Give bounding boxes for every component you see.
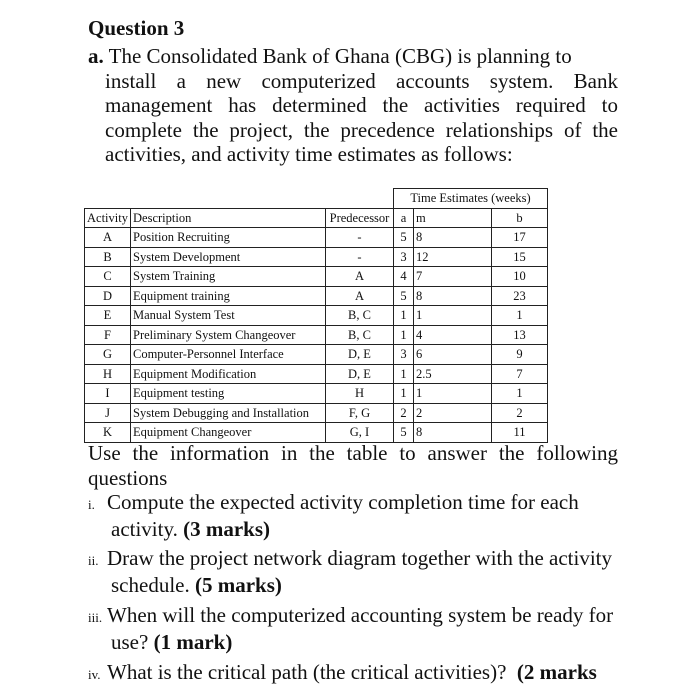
estimate-a-cell: 3 xyxy=(394,247,414,267)
table-row xyxy=(85,228,548,248)
intro-line-1: The Consolidated Bank of Ghana (CBG) is planning to xyxy=(108,44,572,68)
header-m: m xyxy=(414,208,492,228)
estimate-b-cell: 13 xyxy=(492,325,548,345)
estimate-m-cell: 2 xyxy=(414,403,492,423)
estimate-a-cell: 4 xyxy=(394,267,414,287)
estimate-m-cell: 1 xyxy=(414,306,492,326)
estimate-a-cell: 5 xyxy=(394,228,414,248)
estimate-b-cell: 9 xyxy=(492,345,548,365)
estimate-a-cell: 3 xyxy=(394,345,414,365)
predecessor-cell: - xyxy=(326,228,394,248)
description-cell: Equipment Modification xyxy=(131,364,326,384)
question-ii xyxy=(88,546,618,597)
instruction-text: Use the information in the table to answer the following questions xyxy=(88,441,618,490)
question-number: iv. xyxy=(88,667,101,682)
question-marks: (1 mark) xyxy=(153,630,233,654)
question-marks: (2 marks xyxy=(516,660,597,684)
activity-cell: J xyxy=(85,403,131,423)
estimate-a-cell: 1 xyxy=(394,325,414,345)
table-row xyxy=(85,286,548,306)
estimate-b-cell: 15 xyxy=(492,247,548,267)
question-iii xyxy=(88,603,618,654)
header-b: b xyxy=(492,208,548,228)
table-row xyxy=(85,364,548,384)
time-estimates-table xyxy=(84,188,548,443)
activity-cell: C xyxy=(85,267,131,287)
question-number: iii. xyxy=(88,610,103,625)
table-row xyxy=(85,247,548,267)
estimate-m-cell: 8 xyxy=(414,423,492,443)
estimate-m-cell: 2.5 xyxy=(414,364,492,384)
description-cell: System Development xyxy=(131,247,326,267)
table-row xyxy=(85,423,548,443)
question-text-cont: use? xyxy=(111,630,149,654)
description-cell: System Training xyxy=(131,267,326,287)
question-text-cont: activity. xyxy=(111,517,178,541)
estimate-a-cell: 5 xyxy=(394,286,414,306)
activity-cell: B xyxy=(85,247,131,267)
activity-cell: E xyxy=(85,306,131,326)
table-header-row xyxy=(85,208,548,228)
question-text-cont: schedule. xyxy=(111,573,190,597)
predecessor-cell: A xyxy=(326,286,394,306)
estimate-a-cell: 2 xyxy=(394,403,414,423)
estimate-b-cell: 7 xyxy=(492,364,548,384)
question-text: Compute the expected activity completion time for each xyxy=(107,490,579,514)
activity-cell: F xyxy=(85,325,131,345)
activity-cell: A xyxy=(85,228,131,248)
estimate-a-cell: 1 xyxy=(394,306,414,326)
estimate-b-cell: 1 xyxy=(492,384,548,404)
estimate-b-cell: 17 xyxy=(492,228,548,248)
intro-paragraph xyxy=(88,44,618,167)
header-activity: Activity xyxy=(85,208,131,228)
predecessor-cell: D, E xyxy=(326,345,394,365)
predecessor-cell: B, C xyxy=(326,325,394,345)
table-row xyxy=(85,345,548,365)
activity-cell: D xyxy=(85,286,131,306)
header-a: a xyxy=(394,208,414,228)
estimate-b-cell: 11 xyxy=(492,423,548,443)
estimate-a-cell: 1 xyxy=(394,364,414,384)
estimate-m-cell: 8 xyxy=(414,286,492,306)
question-marks: (3 marks) xyxy=(183,517,271,541)
table-row xyxy=(85,325,548,345)
predecessor-cell: - xyxy=(326,247,394,267)
predecessor-cell: B, C xyxy=(326,306,394,326)
question-number: ii. xyxy=(88,553,99,568)
description-cell: Position Recruiting xyxy=(131,228,326,248)
table-row xyxy=(85,403,548,423)
description-cell: Computer-Personnel Interface xyxy=(131,345,326,365)
question-text: What is the critical path (the critical activities)? xyxy=(107,660,507,684)
predecessor-cell: D, E xyxy=(326,364,394,384)
table-row xyxy=(85,267,548,287)
intro-rest: install a new computerized accounts system. Bank management has determined the activities required to complete the project, the precedence relationships of the activities, and activity time estimates as follows: xyxy=(105,68,618,166)
activity-cell: K xyxy=(85,423,131,443)
estimate-m-cell: 8 xyxy=(414,228,492,248)
estimate-m-cell: 7 xyxy=(414,267,492,287)
activity-cell: H xyxy=(85,364,131,384)
description-cell: Equipment training xyxy=(131,286,326,306)
estimate-b-cell: 1 xyxy=(492,306,548,326)
table-group-header-row xyxy=(85,189,548,209)
description-cell: Preliminary System Changeover xyxy=(131,325,326,345)
table-row xyxy=(85,306,548,326)
question-heading: Question 3 xyxy=(88,16,185,40)
question-text: Draw the project network diagram together with the activity xyxy=(107,546,612,570)
header-predecessor: Predecessor xyxy=(326,208,394,228)
part-label: a. xyxy=(88,44,104,68)
estimate-m-cell: 4 xyxy=(414,325,492,345)
estimate-b-cell: 2 xyxy=(492,403,548,423)
description-cell: Equipment testing xyxy=(131,384,326,404)
predecessor-cell: G, I xyxy=(326,423,394,443)
description-cell: Equipment Changeover xyxy=(131,423,326,443)
estimate-b-cell: 23 xyxy=(492,286,548,306)
question-text: When will the computerized accounting system be ready for xyxy=(107,603,614,627)
estimate-a-cell: 1 xyxy=(394,384,414,404)
estimate-m-cell: 6 xyxy=(414,345,492,365)
question-number: i. xyxy=(88,497,95,512)
description-cell: Manual System Test xyxy=(131,306,326,326)
question-i xyxy=(88,490,618,541)
estimate-b-cell: 10 xyxy=(492,267,548,287)
activity-cell: I xyxy=(85,384,131,404)
estimate-m-cell: 1 xyxy=(414,384,492,404)
predecessor-cell: F, G xyxy=(326,403,394,423)
estimate-a-cell: 5 xyxy=(394,423,414,443)
header-description: Description xyxy=(131,208,326,228)
estimate-m-cell: 12 xyxy=(414,247,492,267)
question-marks: (5 marks) xyxy=(194,573,282,597)
predecessor-cell: A xyxy=(326,267,394,287)
question-iv xyxy=(88,660,618,687)
predecessor-cell: H xyxy=(326,384,394,404)
table-row xyxy=(85,384,548,404)
time-estimates-header: Time Estimates (weeks) xyxy=(394,189,548,209)
description-cell: System Debugging and Installation xyxy=(131,403,326,423)
activity-cell: G xyxy=(85,345,131,365)
